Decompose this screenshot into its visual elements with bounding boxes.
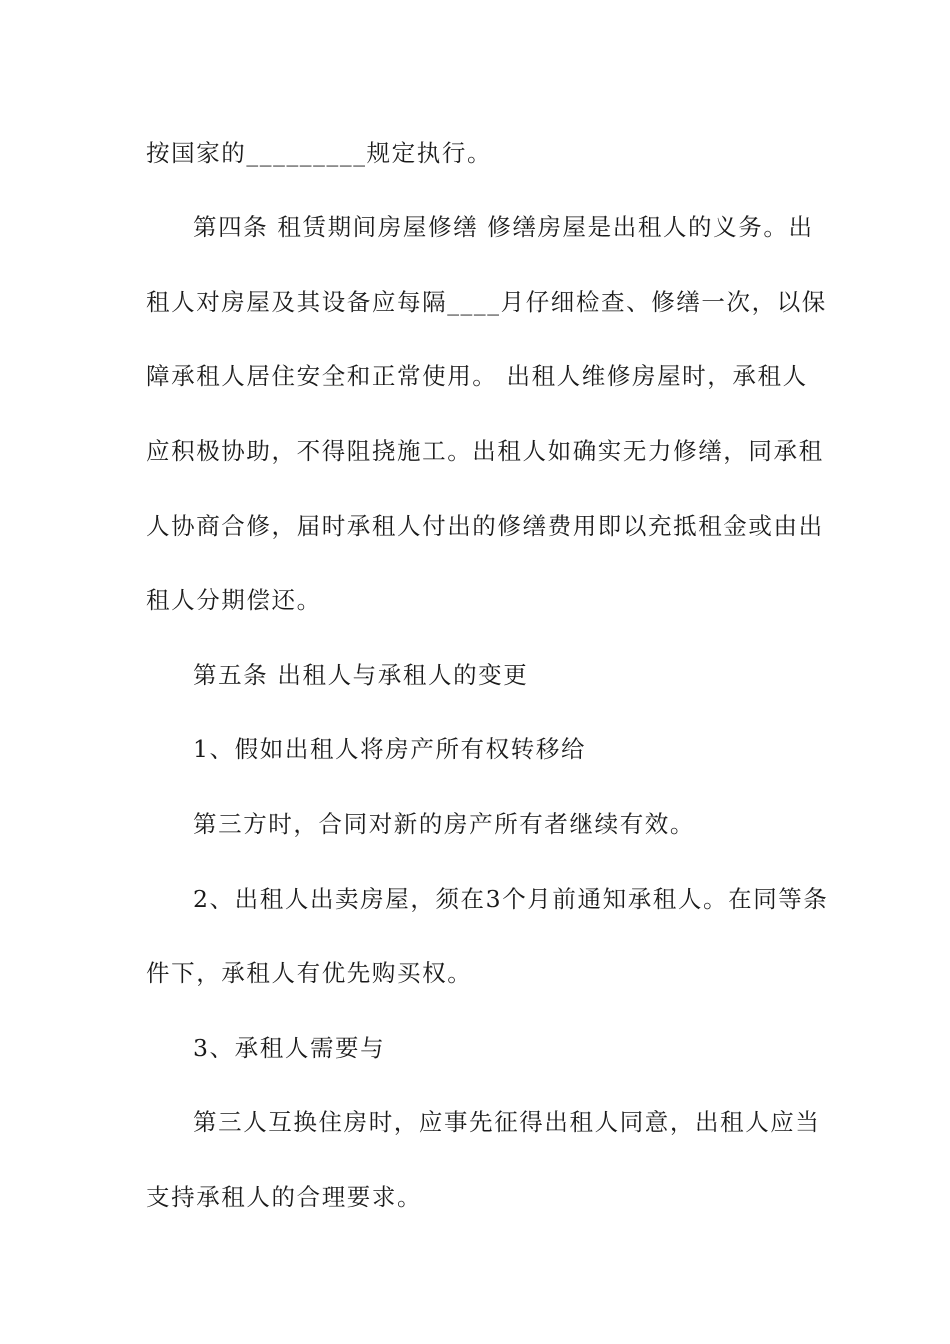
clause-3-line: 3、承租人需要与 — [193, 1034, 386, 1062]
text-line: 件下，承租人有优先购买权。 — [146, 959, 473, 987]
clause-1-line: 1、假如出租人将房产所有权转移给 — [193, 735, 587, 763]
text-line: 租人对房屋及其设备应每隔____月仔细检查、修缮一次，以保 — [146, 288, 827, 316]
text-line: 人协商合修，届时承租人付出的修缮费用即以充抵租金或由出 — [146, 512, 824, 540]
clause-2-line: 2、出租人出卖房屋，须在3个月前通知承租人。在同等条 — [193, 885, 829, 913]
text-line: 按国家的_________规定执行。 — [146, 139, 493, 167]
text-line: 支持承租人的合理要求。 — [146, 1183, 423, 1211]
text-line: 租人分期偿还。 — [146, 586, 322, 614]
text-line: 第三方时，合同对新的房产所有者继续有效。 — [193, 810, 695, 838]
text-line: 第三人互换住房时，应事先征得出租人同意，出租人应当 — [193, 1108, 821, 1136]
article-4-heading-line: 第四条 租赁期间房屋修缮 修缮房屋是出租人的义务。出 — [193, 213, 814, 241]
article-5-heading: 第五条 出租人与承租人的变更 — [193, 661, 529, 689]
text-line: 应积极协助，不得阻挠施工。出租人如确实无力修缮，同承租 — [146, 437, 824, 465]
text-line: 障承租人居住安全和正常使用。 出租人维修房屋时，承租人 — [146, 362, 808, 390]
